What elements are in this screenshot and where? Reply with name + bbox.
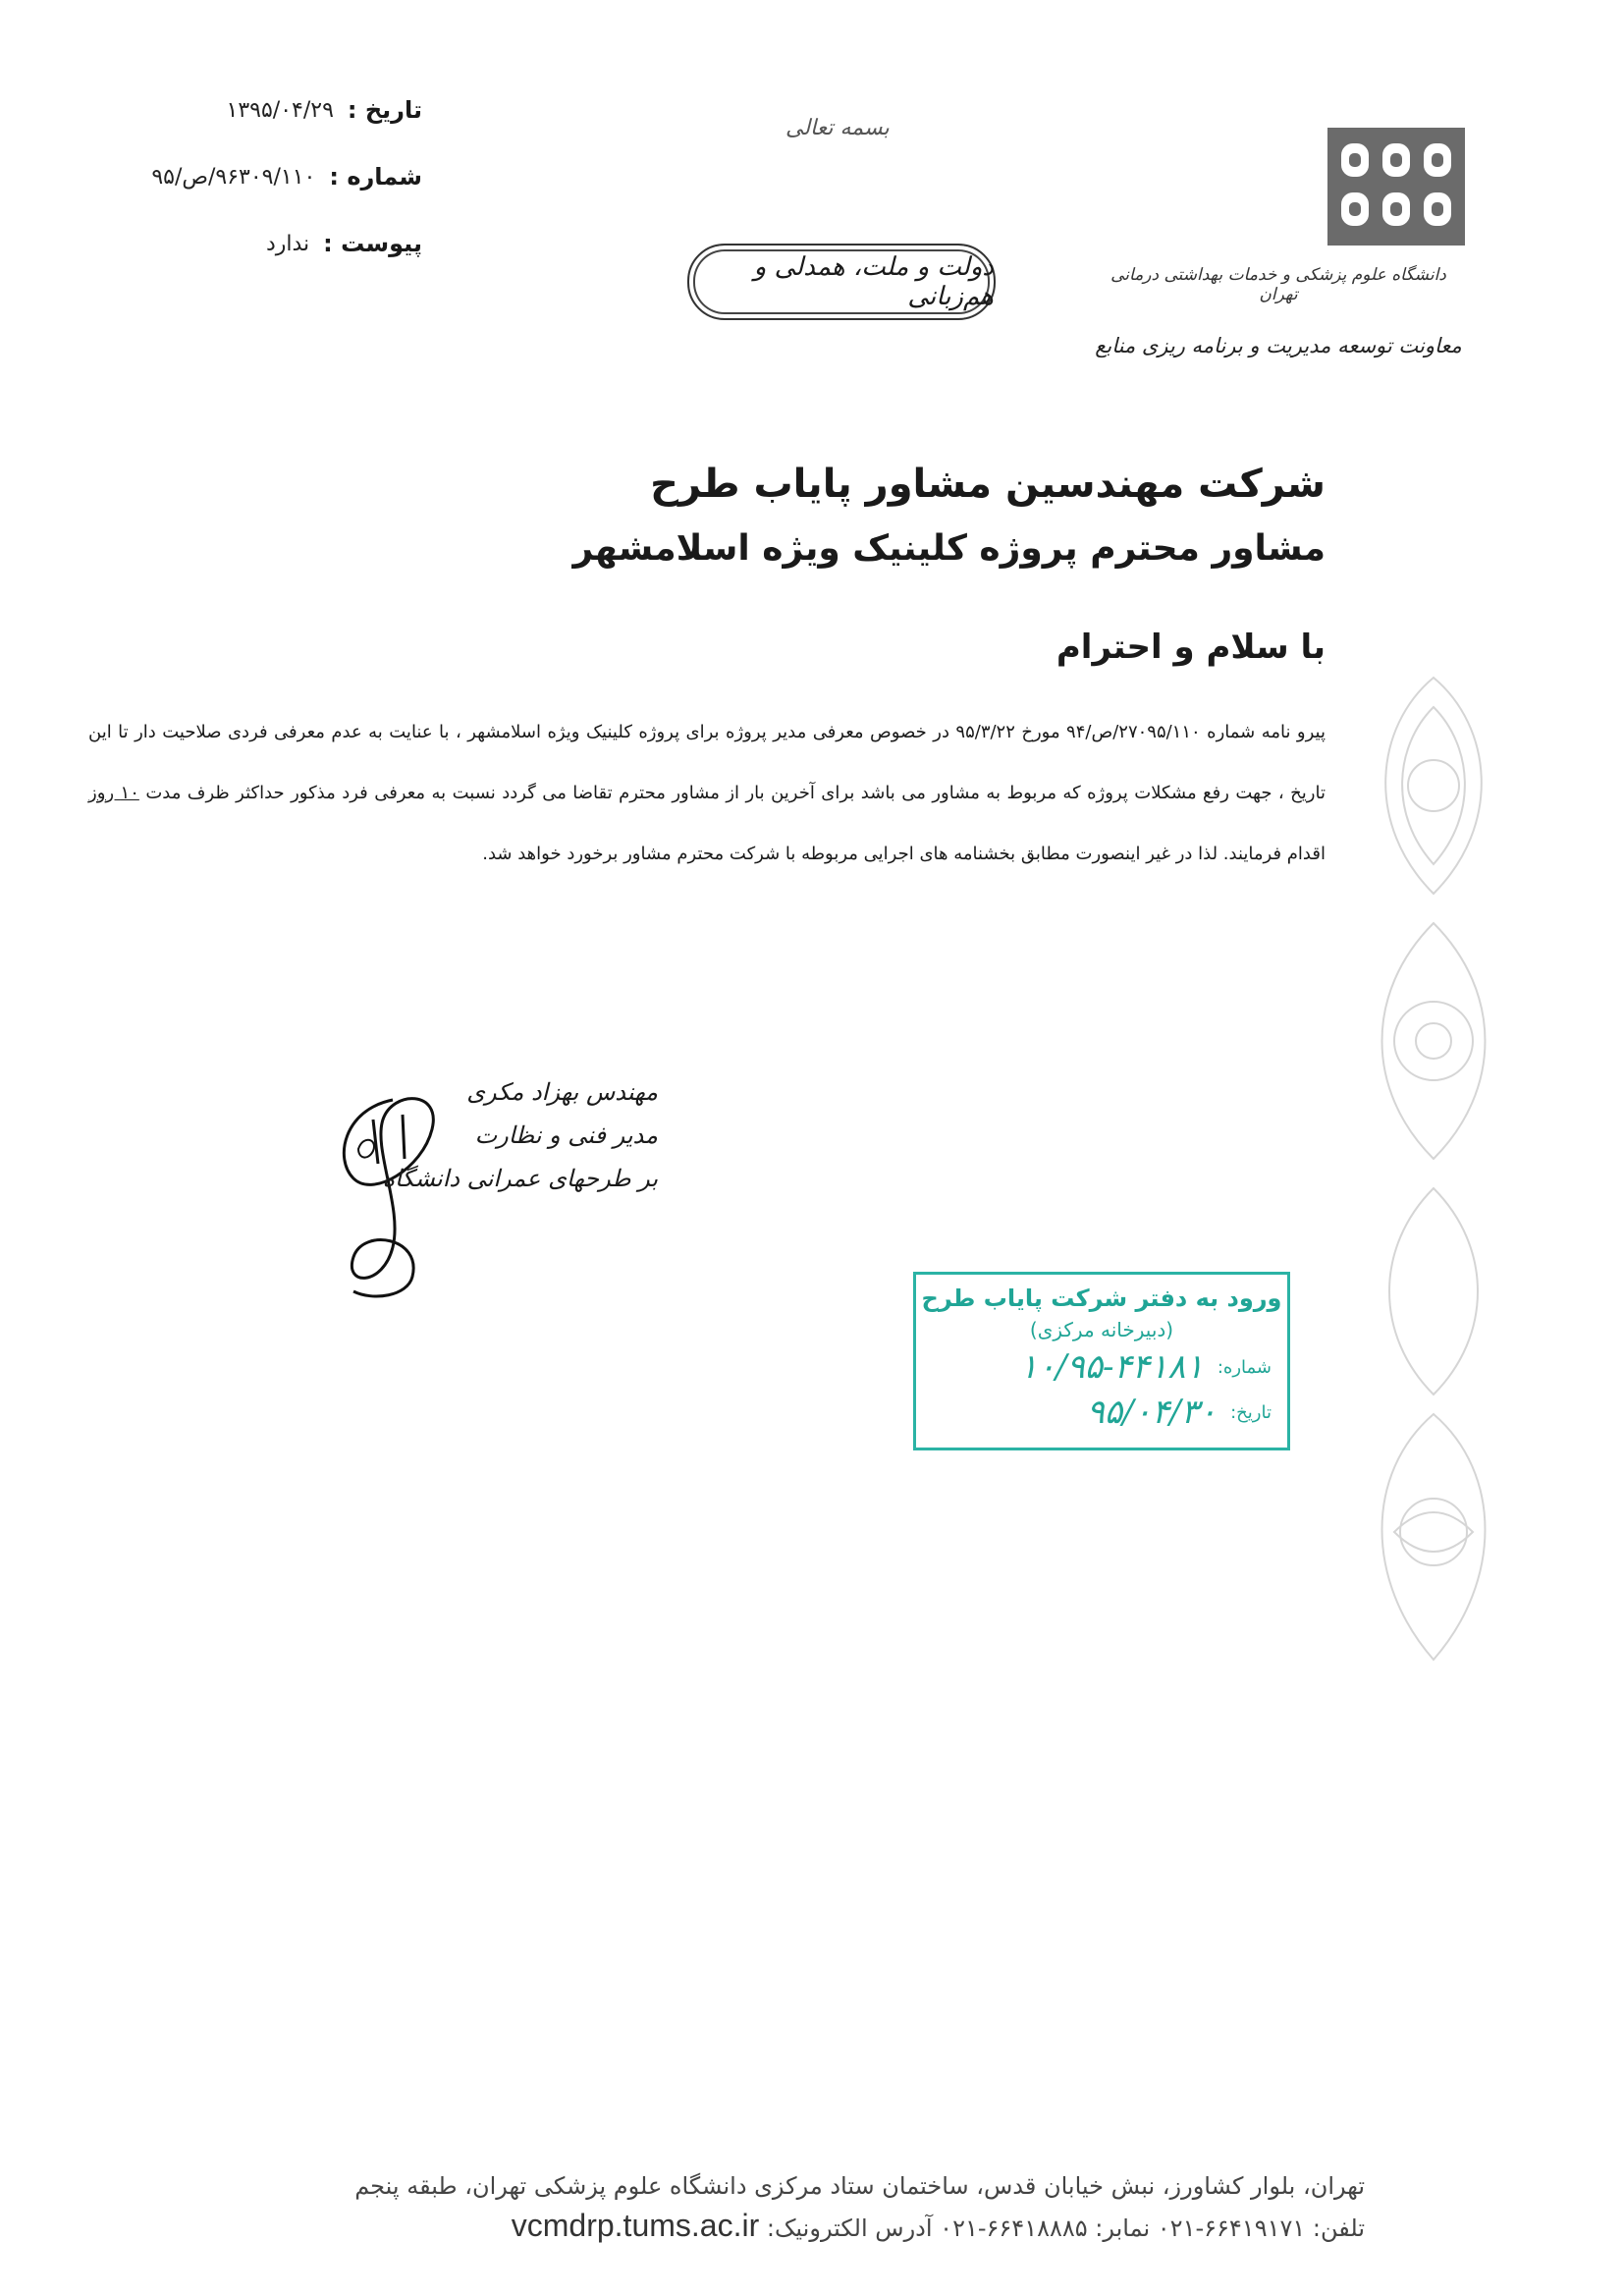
stamp-number-value: ۱۰/۹۵-۴۴۱۸۱	[1019, 1347, 1204, 1387]
university-header	[1092, 265, 1465, 357]
greeting: با سلام و احترام	[1056, 628, 1326, 667]
body-text-before: پیرو نامه شماره ۲۷۰۹۵/۱۱۰/ص/۹۴ مورخ ۹۵/۳/۲۲ در خصوص معرفی مدیر پروژه برای پروژه کلینیک ویژه اسلامشهر ، با عنایت به عدم معرفی فردی صلاحیت دار تا این تاریخ ، جهت رفع مشکلات پروژه که مربوط به مشاور می باشد برای آخرین بار از مشاور محترم تقاضا می گردد نسبت به معرفی فرد مذکور حداکثر ظرف مدت	[88, 722, 1326, 803]
stamp-subtitle: (دبیرخانه مرکزی)	[1029, 1318, 1174, 1341]
stamp-date-value: ۹۵/۰۴/۳۰	[1086, 1393, 1218, 1432]
letter-footer	[177, 2172, 1365, 2244]
letter-meta	[137, 77, 422, 277]
stamp-number-label: شماره:	[1217, 1356, 1272, 1378]
signature-block	[334, 1070, 658, 1306]
footer-website: vcmdrp.tums.ac.ir	[511, 2208, 760, 2243]
signatory-position: مدیر فنی و نظارت	[474, 1121, 658, 1149]
attachment-value: ندارد	[265, 231, 310, 256]
date-label: تاریخ :	[347, 96, 422, 124]
attachment-label: پیوست :	[323, 230, 422, 257]
received-stamp	[913, 1272, 1290, 1450]
stamp-date-label: تاریخ:	[1230, 1401, 1272, 1423]
date-value: ۱۳۹۵/۰۴/۲۹	[226, 97, 334, 123]
signatory-text	[382, 1070, 658, 1200]
university-name: دانشگاه علوم پزشکی و خدمات بهداشتی درمانی تهران	[1110, 265, 1446, 304]
signatory-scope: بر طرحهای عمرانی دانشگاه	[382, 1165, 658, 1192]
attachment-row	[137, 210, 422, 277]
bismillah: بسمه تعالی	[785, 116, 890, 140]
university-logo	[1327, 128, 1465, 246]
number-value: ۹۶۳۰۹/۱۱۰/ص/۹۵	[151, 164, 316, 190]
footer-address: تهران، بلوار کشاورز، نبش خیابان قدس، ساختمان ستاد مرکزی دانشگاه علوم پزشکی تهران، طبقه پنجم	[354, 2172, 1365, 2200]
number-label: شماره :	[329, 163, 422, 191]
footer-contact	[177, 2208, 1365, 2244]
letter-body	[88, 462, 1326, 885]
motto-banner: دولت و ملت، همدلی و هم‌زبانی	[687, 244, 996, 320]
signatory-name: مهندس بهزاد مکری	[466, 1078, 658, 1106]
body-text-after: اقدام فرمایند. لذا در غیر اینصورت مطابق بخشنامه های اجرایی مربوطه با شرکت محترم مشاور برخورد خواهد شد.	[482, 844, 1326, 864]
recipient-title: مشاور محترم پروژه کلینیک ویژه اسلامشهر	[572, 528, 1326, 569]
deadline-underlined: ۱۰ روز	[88, 783, 139, 803]
stamp-title: ورود به دفتر شرکت پایاب طرح	[921, 1285, 1282, 1312]
department-name: معاونت توسعه مدیریت و برنامه ریزی منابع	[1095, 334, 1462, 357]
date-row	[137, 77, 422, 143]
stamp-number-row	[916, 1347, 1287, 1387]
number-row	[137, 143, 422, 210]
body-paragraph	[88, 702, 1326, 885]
stamp-date-row	[916, 1393, 1287, 1432]
footer-contact-text: تلفن: ۶۶۴۱۹۱۷۱-۰۲۱ نمابر: ۶۶۴۱۸۸۸۵-۰۲۱ آدرس الکترونیک:	[759, 2214, 1365, 2242]
decorative-ornament	[1355, 668, 1512, 1669]
recipient-company: شرکت مهندسین مشاور پایاب طرح	[650, 462, 1326, 507]
